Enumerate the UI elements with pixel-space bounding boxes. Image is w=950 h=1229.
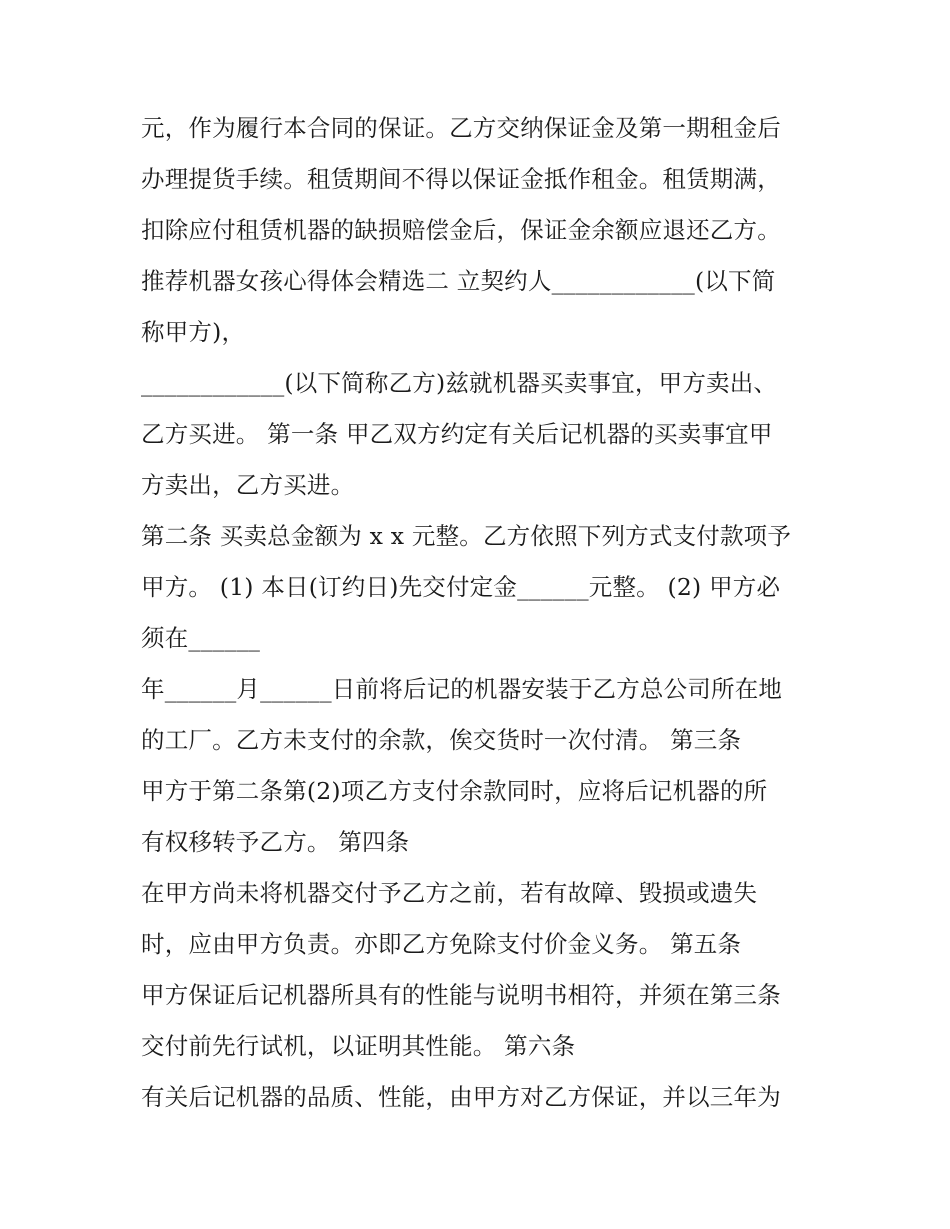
text-line: 时，应由甲方负责。亦即乙方免除支付价金义务。 第五条	[141, 930, 742, 958]
text-line: 乙方买进。 第一条 甲乙双方约定有关后记机器的买卖事宜甲	[141, 420, 773, 448]
text-line: 有关后记机器的品质、性能，由甲方对乙方保证，并以三年为	[141, 1083, 781, 1111]
text-line: 称甲方)，	[141, 318, 246, 346]
text-line: 甲方于第二条第(2)项乙方支付余款同时，应将后记机器的所	[141, 777, 768, 805]
text-line: 须在______	[141, 624, 261, 652]
text-line: 的工厂。乙方未支付的余款，俟交货时一次付清。 第三条	[141, 726, 742, 754]
text-line: 办理提货手续。租赁期间不得以保证金抵作租金。租赁期满，	[141, 165, 781, 193]
text-line: 有权移转予乙方。 第四条	[141, 828, 410, 856]
text-line: 推荐机器女孩心得体会精选二 立契约人____________(以下简	[141, 267, 776, 295]
text-line: 在甲方尚未将机器交付予乙方之前，若有故障、毁损或遗失	[141, 879, 758, 907]
text-line: 第二条 买卖总金额为 x x 元整。乙方依照下列方式支付款项予	[141, 522, 792, 550]
text-line: 甲方保证后记机器所具有的性能与说明书相符，并须在第三条	[141, 981, 781, 1009]
text-line: 甲方。 (1) 本日(订约日)先交付定金______元整。 (2) 甲方必	[141, 573, 781, 601]
text-line: ____________(以下简称乙方)兹就机器买卖事宜，甲方卖出、	[141, 369, 778, 397]
contract-text	[141, 103, 821, 1123]
text-line: 年______月______日前将后记的机器安装于乙方总公司所在地	[141, 675, 783, 703]
text-line: 扣除应付租赁机器的缺损赔偿金后，保证金余额应退还乙方。	[141, 216, 781, 244]
text-line: 方卖出，乙方买进。	[141, 471, 355, 499]
text-line: 交付前先行试机，以证明其性能。 第六条	[141, 1032, 576, 1060]
text-line: 元，作为履行本合同的保证。乙方交纳保证金及第一期租金后	[141, 114, 781, 142]
